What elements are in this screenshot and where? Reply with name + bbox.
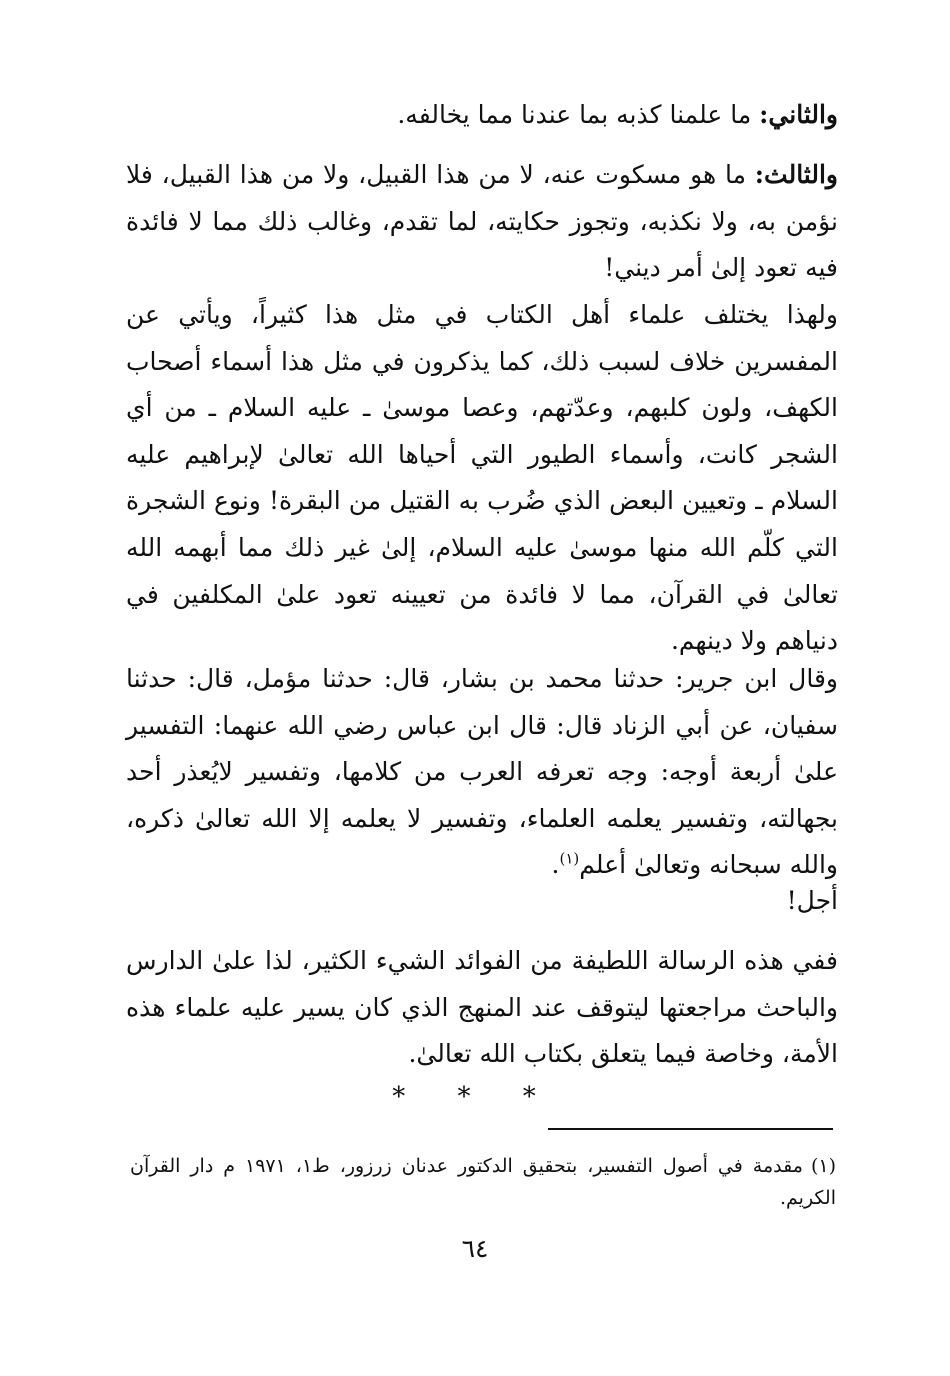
paragraph-ajal bbox=[126, 878, 838, 925]
paragraph-text-third: ما هو مسكوت عنه، لا من هذا القبيل، ولا من هذا القبيل، فلا نؤمن به، ولا نكذبه، وتجوز حكايته، لما تقدم، وغالب ذلك مما لا فائدة فيه تعود إلىٰ أمر ديني! bbox=[126, 160, 838, 283]
paragraph-people-of-book bbox=[126, 292, 838, 665]
paragraph-text-conclusion: ففي هذه الرسالة اللطيفة من الفوائد الشيء الكثير، لذا علىٰ الدارس والباحث مراجعتها ليتوقف عند المنهج الذي كان يسير عليه علماء هذه الأمة، وخاصة فيما يتعلق بكتاب الله تعالىٰ. bbox=[126, 946, 838, 1069]
footnote-number: (١) bbox=[810, 1155, 836, 1177]
paragraph-text-ibn-jarir: وقال ابن جرير: حدثنا محمد بن بشار، قال: حدثنا مؤمل، قال: حدثنا سفيان، عن أبي الزناد قال: قال ابن عباس رضي الله عنهما: التفسير علىٰ أربعة أوجه: وجه تعرفه العرب من كلامها، وتفسير لايُعذر أحد بجهالته، وتفسير يعلمه العلماء، وتفسير لا يعلمه إلا الله تعالىٰ ذكره، والله سبحانه وتعالىٰ أعلم bbox=[126, 664, 839, 880]
paragraph-conclusion bbox=[126, 938, 838, 1078]
page-number: ٦٤ bbox=[461, 1234, 489, 1263]
paragraph-text-second: ما علمنا كذبه بما عندنا مما يخالفه. bbox=[397, 100, 760, 129]
paragraph-text-ajal: أجل! bbox=[786, 886, 838, 915]
footnote bbox=[130, 1150, 836, 1214]
footnote-text: مقدمة في أصول التفسير، بتحقيق الدكتور عدنان زرزور، ط١، ١٩٧١ م دار القرآن الكريم. bbox=[130, 1155, 836, 1209]
footnote-marker: (١) bbox=[559, 850, 580, 869]
paragraph-ibn-jarir bbox=[126, 656, 838, 889]
paragraph-second-type bbox=[126, 92, 838, 139]
paragraph-end-ibn-jarir: . bbox=[551, 850, 560, 880]
footnote-divider bbox=[548, 1128, 833, 1130]
paragraph-text-people-of-book: ولهذا يختلف علماء أهل الكتاب في مثل هذا كثيراً، ويأتي عن المفسرين خلاف لسبب ذلك، كما يذكرون في مثل هذا أسماء أصحاب الكهف، ولون كلبهم، وعدّتهم، وعصا موسىٰ ـ عليه السلام ـ من أي الشجر كانت، وأسماء الطيور التي أحياها الله تعالىٰ لإبراهيم عليه السلام ـ وتعيين البعض الذي ضُرب به القتيل من البقرة! ونوع الشجرة التي كلّم الله منها موسىٰ عليه السلام، إلىٰ غير ذلك مما أبهمه الله تعالىٰ في القرآن، مما لا فائدة من تعيينه تعود علىٰ المكلفين في دنياهم ولا دينهم. bbox=[126, 300, 838, 656]
paragraph-lead-second: والثاني: bbox=[759, 100, 838, 129]
paragraph-lead-third: والثالث: bbox=[754, 160, 838, 189]
section-separator: * * * bbox=[392, 1082, 558, 1112]
paragraph-third-type bbox=[126, 152, 838, 292]
